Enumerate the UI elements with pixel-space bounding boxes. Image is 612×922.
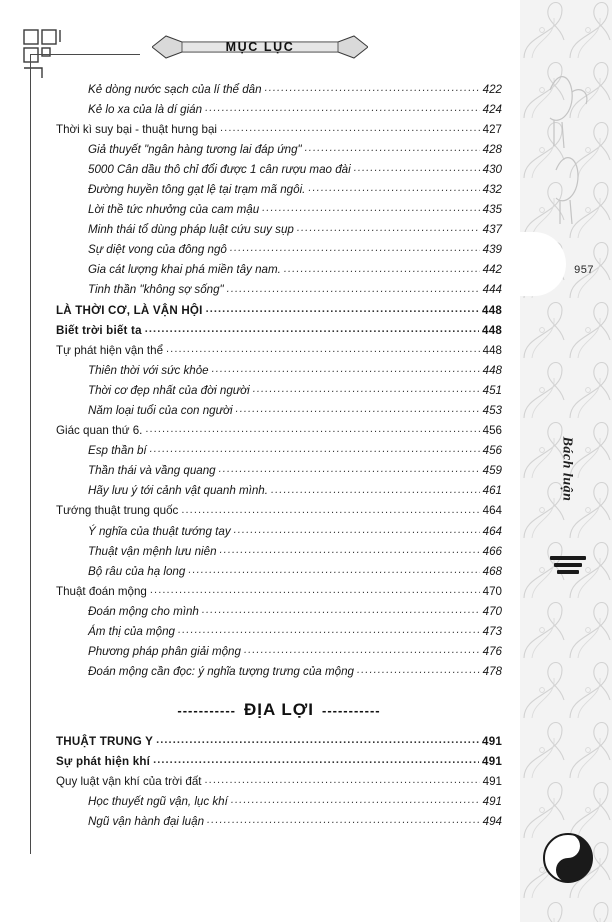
toc-entry-page: 430 (482, 162, 502, 176)
toc-leader-dots (308, 182, 479, 194)
page-number: 957 (574, 264, 594, 276)
toc-entry-label: Esp thần bí (88, 444, 147, 458)
toc-entry-label: Ý nghĩa của thuật tướng tay (88, 524, 231, 538)
toc-entry[interactable] (56, 754, 502, 768)
band-bars-ornament (550, 556, 586, 577)
toc-entry-label: Năm loại tuổi của con người (88, 404, 233, 418)
toc-entry[interactable] (56, 82, 502, 96)
toc-entry-label: Minh thái tổ dùng pháp luật cứu suy sụp (88, 223, 294, 237)
toc-header-banner (152, 34, 368, 60)
toc-entry-label: Thiên thời với sức khỏe (88, 363, 209, 377)
toc-entry-page: 476 (482, 645, 502, 659)
toc-leader-dots (220, 544, 480, 556)
toc-leader-dots (262, 203, 480, 215)
toc-leader-dots (212, 363, 480, 375)
toc-entry-page: 464 (482, 524, 502, 538)
toc-entry[interactable] (56, 182, 502, 196)
toc-entry-label: Thuật đoán mộng (56, 584, 147, 598)
toc-entry-label: Quy luật vận khí của trời đất (56, 774, 202, 788)
toc-entry[interactable] (56, 323, 502, 337)
toc-entry-label: Thời kì suy bại - thuật hưng bại (56, 122, 218, 136)
toc-leader-dots (227, 283, 480, 295)
toc-leader-dots (354, 162, 480, 174)
toc-entry-label: Ám thị của mộng (88, 625, 175, 639)
toc-entry-label: Đoán mộng cần đọc: ý nghĩa tượng trưng của mộng (88, 665, 354, 679)
toc-entry-page: 456 (482, 444, 502, 458)
toc-entry[interactable] (56, 444, 502, 458)
toc-entry[interactable] (56, 544, 502, 558)
toc-entry-label: Giả thuyết "ngân hàng tương lai đáp ứng" (88, 142, 302, 156)
toc-entry[interactable] (56, 734, 502, 748)
toc-entry[interactable] (56, 815, 502, 829)
divider-dashes-right: ----------- (321, 702, 381, 718)
toc-entry[interactable] (56, 625, 502, 639)
toc-list-primary (56, 82, 502, 678)
toc-entry[interactable] (56, 102, 502, 116)
toc-list-secondary (56, 734, 502, 828)
toc-entry[interactable] (56, 122, 502, 136)
toc-leader-dots (271, 484, 480, 496)
toc-entry-label: Tướng thuật trung quốc (56, 504, 179, 518)
vertical-book-title-text: Bách luận (559, 436, 574, 502)
toc-entry[interactable] (56, 795, 502, 809)
toc-entry-page: 437 (482, 223, 502, 237)
toc-entry-page: 491 (482, 734, 502, 748)
toc-entry-label: Hãy lưu ý tới cảnh vật quanh mình. (88, 484, 268, 498)
toc-entry-label: Thời cơ đẹp nhất của đời người (88, 383, 250, 397)
toc-entry-page: 448 (482, 323, 502, 337)
toc-leader-dots (153, 754, 479, 766)
toc-leader-dots (145, 424, 479, 436)
toc-entry-label: Kẻ lo xa của là dí gián (88, 102, 203, 116)
toc-leader-dots (305, 142, 480, 154)
toc-entry-label: Bộ râu của hạ long (88, 564, 186, 578)
toc-entry-page: 448 (482, 363, 502, 377)
toc-entry[interactable] (56, 424, 502, 438)
toc-leader-dots (166, 343, 480, 355)
toc-entry[interactable] (56, 243, 502, 257)
toc-leader-dots (188, 564, 479, 576)
toc-entry-page: 444 (482, 283, 502, 297)
toc-entry[interactable] (56, 142, 502, 156)
toc-entry-page: 456 (482, 424, 502, 438)
toc-leader-dots (220, 122, 480, 134)
toc-entry-page: 464 (482, 504, 502, 518)
toc-leader-dots (234, 524, 480, 536)
toc-entry-label: Sự phát hiện khí (56, 754, 151, 768)
toc-leader-dots (297, 223, 480, 235)
toc-leader-dots (357, 665, 480, 677)
toc-entry-page: 453 (482, 404, 502, 418)
toc-entry-page: 451 (482, 383, 502, 397)
toc-entry-label: Biết trời biết ta (56, 323, 142, 337)
vertical-book-title (546, 404, 586, 534)
toc-entry-page: 435 (482, 203, 502, 217)
toc-entry[interactable] (56, 584, 502, 598)
toc-entry[interactable] (56, 665, 502, 679)
toc-entry-page: 424 (482, 102, 502, 116)
toc-entry-page: 470 (482, 584, 502, 598)
toc-entry[interactable] (56, 283, 502, 297)
toc-leader-dots (253, 383, 480, 395)
toc-entry-page: 494 (482, 815, 502, 829)
toc-entry-page: 439 (482, 243, 502, 257)
toc-entry-label: LÀ THỜI CƠ, LÀ VẬN HỘI (56, 303, 203, 317)
toc-leader-dots (178, 625, 480, 637)
toc-entry-label: Giác quan thứ 6. (56, 424, 143, 438)
toc-entry-page: 473 (482, 625, 502, 639)
toc-entry[interactable] (56, 162, 502, 176)
toc-leader-dots (150, 444, 480, 456)
toc-entry[interactable] (56, 263, 502, 277)
toc-leader-dots (219, 464, 480, 476)
toc-entry-page: 466 (482, 544, 502, 558)
toc-entry-label: Tự phát hiện vận thể (56, 343, 164, 357)
toc-entry-page: 461 (482, 484, 502, 498)
toc-entry-page: 491 (482, 774, 502, 788)
toc-leader-dots (244, 645, 480, 657)
toc-entry[interactable] (56, 484, 502, 498)
toc-leader-dots (181, 504, 479, 516)
toc-entry-label: Phương pháp phân giải mộng (88, 645, 241, 659)
left-vertical-rule (30, 54, 31, 854)
toc-entry-page: 427 (482, 122, 502, 136)
toc-entry-label: 5000 Cân dầu thô chỉ đổi được 1 cân rượu mao đài (88, 162, 351, 176)
toc-leader-dots (230, 243, 480, 255)
toc-entry-label: Gia cát lượng khai phá miền tây nam. (88, 263, 281, 277)
yin-yang-icon (542, 832, 594, 884)
toc-leader-dots (145, 323, 479, 335)
toc-leader-dots (231, 795, 480, 807)
toc-leader-dots (265, 82, 480, 94)
toc-entry[interactable] (56, 363, 502, 377)
toc-entry-page: 432 (482, 182, 502, 196)
toc-leader-dots (206, 303, 479, 315)
toc-entry-label: Thuật vận mệnh lưu niên (88, 544, 217, 558)
toc-entry-page: 491 (482, 795, 502, 809)
toc-entry-label: Kẻ dòng nước sạch của lí thể dân (88, 82, 262, 96)
toc-entry[interactable] (56, 464, 502, 478)
toc-header (0, 34, 520, 60)
toc-entry-label: Thần thái và vầng quang (88, 464, 216, 478)
toc-entry-label: Đường huyền tông gạt lệ tại trạm mã ngôi. (88, 182, 306, 196)
toc-entry-page: 448 (482, 303, 502, 317)
table-of-contents (56, 82, 502, 835)
toc-entry[interactable] (56, 343, 502, 357)
divider-dashes-left: ----------- (177, 702, 236, 718)
toc-entry[interactable] (56, 504, 502, 518)
toc-entry-page: 491 (482, 754, 502, 768)
toc-entry[interactable] (56, 524, 502, 538)
toc-entry[interactable] (56, 564, 502, 578)
toc-entry-label: Học thuyết ngũ vận, lục khí (88, 795, 228, 809)
toc-entry[interactable] (56, 203, 502, 217)
toc-leader-dots (207, 815, 480, 827)
toc-entry-page: 422 (482, 82, 502, 96)
toc-entry-page: 428 (482, 142, 502, 156)
toc-entry-page: 470 (482, 604, 502, 618)
toc-entry-label: Ngũ vận hành đại luận (88, 815, 205, 829)
toc-entry-page: 459 (482, 464, 502, 478)
toc-leader-dots (156, 734, 479, 746)
toc-entry-page: 442 (482, 263, 502, 277)
toc-entry-label: Đoán mộng cho mình (88, 604, 199, 618)
toc-entry-label: Lời thề tức nhưởng của cam mậu (88, 203, 260, 217)
toc-leader-dots (236, 404, 480, 416)
toc-leader-dots (284, 263, 480, 275)
page-title: MỤC LỤC (225, 40, 295, 54)
decorative-side-band (520, 0, 612, 922)
toc-entry-label: Sự diệt vong của đông ngô (88, 243, 227, 257)
toc-entry[interactable] (56, 383, 502, 397)
toc-entry-label: THUẬT TRUNG Y (56, 734, 154, 748)
toc-entry[interactable] (56, 223, 502, 237)
toc-entry-label: Tinh thần "không sợ sống" (88, 283, 224, 297)
toc-entry[interactable] (56, 303, 502, 317)
toc-leader-dots (202, 604, 480, 616)
toc-leader-dots (205, 102, 480, 114)
toc-entry[interactable] (56, 645, 502, 659)
toc-entry[interactable] (56, 774, 502, 788)
section-title: ĐỊA LỢI (244, 700, 314, 720)
toc-entry[interactable] (56, 604, 502, 618)
toc-leader-dots (150, 584, 480, 596)
toc-entry-page: 478 (482, 665, 502, 679)
toc-leader-dots (205, 774, 480, 786)
toc-entry-page: 448 (482, 343, 502, 357)
toc-entry-page: 468 (482, 564, 502, 578)
toc-entry[interactable] (56, 404, 502, 418)
section-divider (56, 700, 502, 720)
